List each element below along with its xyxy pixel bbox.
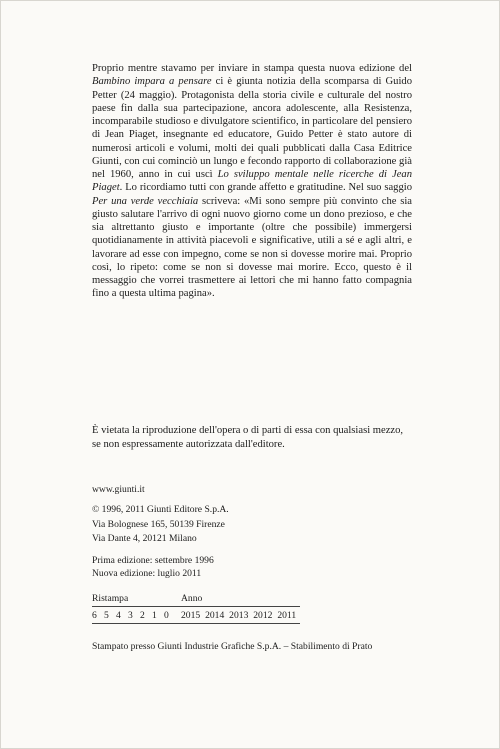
printer-credit: Stampato presso Giunti Industrie Grafiche S.p.A. – Stabilimento di Prato [92,641,373,652]
reprint-label: Ristampa [92,593,129,604]
dedication-paragraph [92,62,412,301]
dedication-text-3: . Lo ricordiamo tutti con grande affetto e gratitudine. Nel suo saggio [119,182,412,194]
print-run-row [92,610,300,624]
book-title-sviluppo: Lo sviluppo mentale nelle ricerche di Jean Piaget [92,169,412,194]
book-title-vecchiaia: Per una verde vecchiaia [92,195,199,207]
address-milano: Via Dante 4, 20121 Milano [92,533,197,544]
dedication-text-2: ci è giunta notizia della scomparsa di Guido Petter (24 maggio). Protagonista della storia civile e culturale del nostro paese fin dalla sua partecipazione, ancora adolescente, alla Resistenza, incomparabile studioso e divulgatore scientifico, in particolare del pensiero di Jean Piaget, insegnante ed educatore, Guido Petter è stato autore di numerosi articoli e volumi, molti dei quali pubblicati dalla Casa Editrice Giunti, con cui cominciò un lungo e fecondo rapporto di collaborazione già nel 1960, anno in cui uscì [92,76,412,180]
year-label: Anno [181,593,203,604]
rights-notice [92,424,412,451]
print-run-header [92,593,300,607]
reprint-numbers: 6 5 4 3 2 1 0 [92,610,172,621]
first-edition: Prima edizione: settembre 1996 [92,555,214,566]
dedication-text-1: Proprio mentre stavamo per inviare in stampa questa nuova edizione del [92,63,412,74]
reprint-years: 2015 2014 2013 2012 2011 [181,610,297,621]
rights-line-1: È vietata la riproduzione dell'opera o di parti di essa con qualsiasi mezzo, [92,425,404,436]
dedication-text [92,62,412,301]
rights-line-2: se non espressamente autorizzata dall'editore. [92,438,285,450]
copyright-line: © 1996, 2011 Giunti Editore S.p.A. [92,504,229,515]
dedication-text-4: scriveva: «Mi sono sempre più convinto che sia giusto salutare l'arrivo di ogni nuovo giorno come un dono prezioso, e che sia altrettanto giusto e importante (oltre che possibile) immergersi quotidianamente in attività piacevoli e significative, utili a sé e agli altri, e lavorare ad esse con impegno, come se non si dovesse morire mai. Proprio così, lo ripeto: come se non si dovesse mai morire. Ecco, questo è il messaggio che vorrei trasmettere ai lettori che mi hanno fatto compagnia fino a questa ultima pagina». [92,195,412,300]
book-title-bambino: Bambino impara a pensare [92,76,212,88]
new-edition: Nuova edizione: luglio 2011 [92,568,202,579]
address-firenze: Via Bolognese 165, 50139 Firenze [92,519,225,530]
publisher-website: www.giunti.it [92,484,145,495]
print-run-table [92,593,300,624]
